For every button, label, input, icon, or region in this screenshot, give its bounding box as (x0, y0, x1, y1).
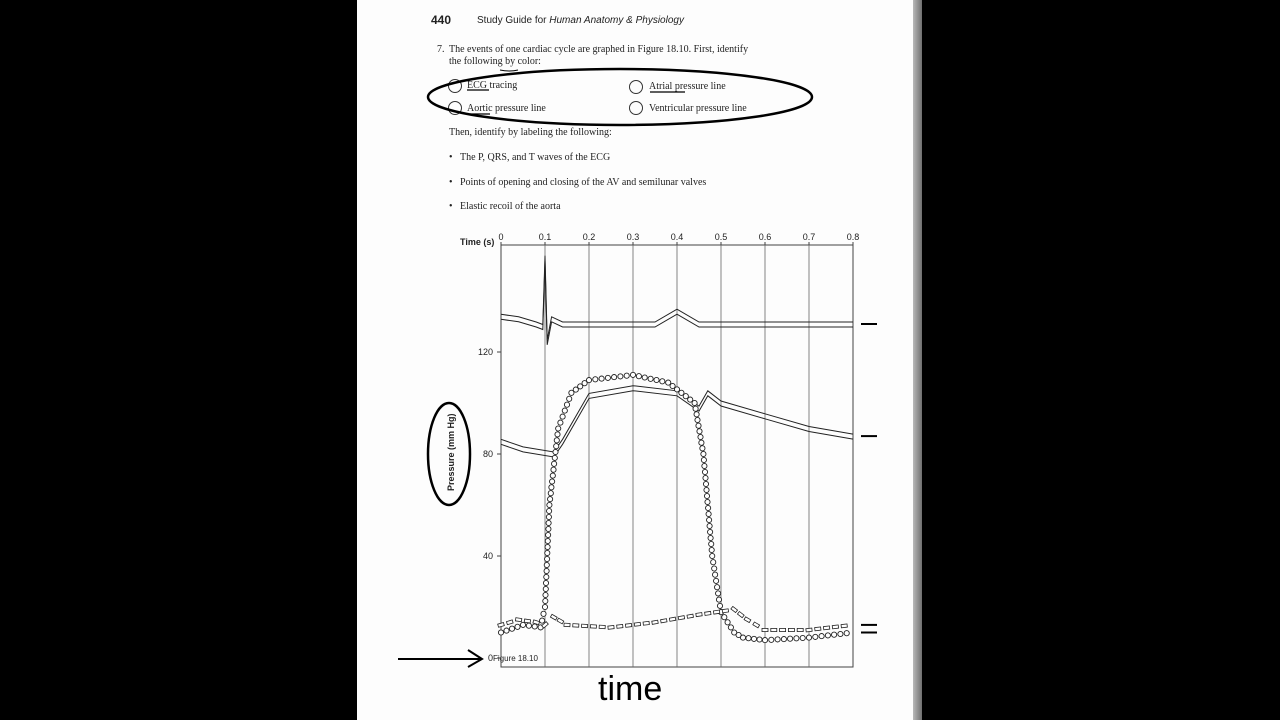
ventricular-pressure-marker (775, 637, 780, 642)
ventricular-pressure-marker (504, 628, 509, 633)
atrial-pressure-marker (762, 628, 768, 631)
running-title-book: Human Anatomy & Physiology (549, 15, 684, 26)
y-tick-label: 80 (482, 449, 493, 459)
ventricular-pressure-marker (722, 615, 727, 620)
ventricular-pressure-marker (551, 467, 556, 472)
ventricular-pressure-marker (728, 625, 733, 630)
ventricular-pressure-marker (542, 604, 547, 609)
atrial-pressure-marker (713, 610, 719, 614)
ventricular-pressure-marker (540, 618, 545, 623)
y-tick-label: 40 (482, 551, 493, 561)
option-aortic-pressure: Aortic pressure line (467, 103, 546, 114)
question-line-2: the following by color: (449, 56, 541, 67)
atrial-pressure-marker (524, 619, 530, 623)
x-tick-label: 0.5 (714, 232, 728, 242)
ventricular-pressure-marker (547, 502, 552, 507)
ventricular-pressure-marker (564, 402, 569, 407)
ventricular-pressure-marker (701, 457, 706, 462)
atrial-pressure-marker (744, 617, 751, 623)
ventricular-pressure-marker (654, 377, 659, 382)
figure-caption: Figure 18.10 (493, 654, 538, 663)
x-axis-title: Time (s) (460, 237, 495, 247)
ventricular-pressure-marker (548, 497, 553, 502)
x-tick-label: 0.8 (846, 232, 860, 242)
ventricular-pressure-marker (692, 400, 697, 405)
ventricular-pressure-marker (706, 511, 711, 516)
ventricular-pressure-marker (707, 517, 712, 522)
ventricular-pressure-marker (550, 479, 555, 484)
ventricular-pressure-marker (711, 560, 716, 565)
question-line-1: The events of one cardiac cycle are graphed in Figure 18.10. First, identify (449, 44, 749, 55)
atrial-pressure-marker (564, 623, 570, 627)
ventricular-pressure-marker (509, 626, 514, 631)
ventricular-pressure-marker (543, 580, 548, 585)
ventricular-pressure-marker (560, 414, 565, 419)
atrial-pressure-marker (705, 611, 711, 615)
then-instruction: Then, identify by labeling the following: (449, 127, 612, 138)
atrial-pressure-marker (590, 625, 596, 629)
ventricular-pressure-marker (806, 635, 811, 640)
ventricular-pressure-marker (624, 373, 629, 378)
ventricular-pressure-marker (700, 446, 705, 451)
atrial-pressure-marker (515, 618, 521, 622)
ventricular-pressure-marker (558, 420, 563, 425)
atrial-pressure-marker (806, 628, 812, 632)
ventricular-pressure-marker (844, 631, 849, 636)
running-title-prefix: Study Guide for (477, 15, 550, 26)
ventricular-pressure-marker (712, 566, 717, 571)
ventricular-pressure-marker (544, 574, 549, 579)
ventricular-pressure-marker (515, 624, 520, 629)
bullet-3: Elastic recoil of the aorta (460, 201, 561, 212)
ventricular-pressure-marker (544, 562, 549, 567)
ventricular-pressure-marker (546, 520, 551, 525)
ventricular-pressure-marker (556, 426, 561, 431)
bullet-1-marker: • (449, 152, 453, 163)
ventricular-pressure-marker (714, 578, 719, 583)
ventricular-pressure-marker (555, 432, 560, 437)
ventricular-pressure-marker (545, 556, 550, 561)
ventricular-pressure-marker (599, 376, 604, 381)
atrial-pressure-marker (771, 628, 777, 631)
ventricular-pressure-marker (548, 491, 553, 496)
atrial-pressure-marker (696, 613, 702, 617)
option-atrial-pressure: Atrial pressure line (649, 81, 726, 92)
ventricular-pressure-marker (550, 473, 555, 478)
ventricular-pressure-marker (586, 378, 591, 383)
option-ecg-tracing: ECG tracing (467, 80, 518, 91)
atrial-pressure-marker (634, 622, 640, 626)
atrial-pressure-marker (599, 625, 605, 629)
ventricular-pressure-marker (546, 514, 551, 519)
underline-color (500, 70, 518, 71)
ventricular-pressure-marker (813, 634, 818, 639)
hand-drawn-oval-color-list (428, 69, 812, 125)
atrial-pressure-marker (669, 617, 675, 621)
x-tick-label: 0.1 (538, 232, 552, 242)
atrial-pressure-marker (498, 623, 505, 628)
ventricular-pressure-marker (781, 637, 786, 642)
ventricular-pressure-marker (697, 429, 702, 434)
x-tick-label: 0.2 (582, 232, 596, 242)
ventricular-pressure-marker (819, 634, 824, 639)
ventricular-pressure-marker (546, 532, 551, 537)
atrial-pressure-marker (643, 621, 649, 625)
atrial-pressure-marker (832, 625, 838, 629)
atrial-pressure-marker (737, 611, 744, 617)
ventricular-pressure-marker (713, 572, 718, 577)
ventricular-pressure-marker (751, 636, 756, 641)
ventricular-pressure-marker (648, 376, 653, 381)
atrial-pressure-marker (788, 628, 794, 631)
ventricular-pressure-marker (699, 440, 704, 445)
atrial-pressure-marker (823, 626, 829, 630)
ventricular-pressure-marker (636, 374, 641, 379)
ventricular-pressure-marker (545, 544, 550, 549)
ventricular-pressure-marker (630, 372, 635, 377)
ventricular-pressure-marker (693, 406, 698, 411)
ventricular-pressure-marker (526, 623, 531, 628)
ventricular-pressure-marker (552, 461, 557, 466)
ventricular-pressure-marker (715, 585, 720, 590)
ventricular-pressure-marker (593, 377, 598, 382)
ventricular-pressure-marker (554, 444, 559, 449)
ventricular-pressure-marker (725, 620, 730, 625)
ventricular-pressure-marker (788, 636, 793, 641)
ventricular-pressure-marker (545, 550, 550, 555)
atrial-pressure-marker (731, 606, 738, 612)
ventricular-pressure-marker (704, 487, 709, 492)
ventricular-pressure-marker (642, 375, 647, 380)
y-axis-title: Pressure (mm Hg) (446, 413, 456, 491)
ventricular-pressure-marker (544, 568, 549, 573)
ventricular-pressure-marker (710, 553, 715, 558)
atrial-pressure-marker (617, 624, 623, 628)
ventricular-pressure-marker (618, 374, 623, 379)
ventricular-pressure-marker (703, 475, 708, 480)
ventricular-pressure-marker (794, 636, 799, 641)
ventricular-pressure-marker (708, 535, 713, 540)
ventricular-pressure-marker (567, 396, 572, 401)
ventricular-pressure-marker (695, 417, 700, 422)
ventricular-pressure-marker (704, 493, 709, 498)
ventricular-pressure-marker (696, 423, 701, 428)
x-tick-label: 0.7 (802, 232, 816, 242)
atrial-pressure-marker (625, 623, 631, 627)
ventricular-pressure-marker (800, 635, 805, 640)
x-tick-label: 0.6 (758, 232, 772, 242)
ventricular-pressure-marker (660, 379, 665, 384)
ventricular-pressure-marker (498, 630, 503, 635)
y-tick-label: 0 (487, 653, 493, 663)
ventricular-pressure-marker (549, 485, 554, 490)
ventricular-pressure-marker (554, 438, 559, 443)
x-tick-label: 0 (498, 232, 504, 242)
ventricular-pressure-marker (532, 624, 537, 629)
ventricular-pressure-marker (705, 499, 710, 504)
ventricular-pressure-marker (706, 505, 711, 510)
atrial-pressure-marker (687, 614, 693, 618)
ventricular-pressure-marker (708, 529, 713, 534)
ventricular-pressure-marker (546, 526, 551, 531)
atrial-pressure-marker (550, 614, 557, 620)
ventricular-pressure-marker (698, 434, 703, 439)
bullet-2-marker: • (449, 177, 453, 188)
atrial-pressure-marker (722, 609, 728, 613)
ventricular-pressure-marker (553, 449, 558, 454)
atrial-pressure-marker (661, 619, 667, 623)
ventricular-pressure-marker (717, 603, 722, 608)
ventricular-pressure-marker (701, 451, 706, 456)
ventricular-pressure-marker (552, 455, 557, 460)
handwritten-time-label: time (598, 670, 663, 708)
ventricular-pressure-marker (832, 632, 837, 637)
ventricular-pressure-marker (716, 591, 721, 596)
ventricular-pressure-marker (541, 611, 546, 616)
ventricular-pressure-marker (757, 637, 762, 642)
atrial-pressure-marker (678, 616, 684, 620)
x-tick-label: 0.3 (626, 232, 640, 242)
page-number: 440 (431, 13, 452, 27)
atrial-pressure-marker (797, 628, 803, 631)
ventricular-pressure-marker (709, 547, 714, 552)
chart-plot-area (478, 232, 877, 667)
atrial-pressure-marker (652, 620, 658, 624)
y-tick-label: 120 (477, 347, 493, 357)
ventricular-pressure-marker (562, 408, 567, 413)
ventricular-pressure-marker (746, 636, 751, 641)
ventricular-pressure-marker (769, 637, 774, 642)
ventricular-pressure-marker (612, 375, 617, 380)
option-ventricular-pressure: Ventricular pressure line (649, 103, 747, 114)
ventricular-pressure-marker (543, 598, 548, 603)
ventricular-pressure-marker (547, 508, 552, 513)
ventricular-pressure-marker (709, 541, 714, 546)
ventricular-pressure-marker (707, 523, 712, 528)
ventricular-pressure-marker (694, 412, 699, 417)
ventricular-pressure-marker (716, 597, 721, 602)
atrial-pressure-marker (582, 624, 588, 628)
atrial-pressure-marker (573, 624, 579, 628)
ventricular-pressure-marker (702, 463, 707, 468)
atrial-pressure-marker (753, 622, 760, 628)
bullet-3-marker: • (449, 201, 453, 212)
atrial-pressure-marker (841, 624, 847, 628)
atrial-pressure-marker (815, 627, 821, 631)
atrial-pressure-marker (608, 625, 614, 629)
ventricular-pressure-marker (762, 638, 767, 643)
ventricular-pressure-marker (825, 633, 830, 638)
ventricular-pressure-marker (703, 481, 708, 486)
ventricular-pressure-marker (545, 538, 550, 543)
atrial-pressure-marker (557, 618, 564, 624)
ventricular-pressure-marker (740, 635, 745, 640)
x-tick-label: 0.4 (670, 232, 684, 242)
ventricular-pressure-marker (838, 631, 843, 636)
bullet-1: The P, QRS, and T waves of the ECG (460, 152, 611, 163)
ventricular-pressure-marker (520, 622, 525, 627)
bullet-2: Points of opening and closing of the AV and semilunar valves (460, 177, 707, 188)
atrial-pressure-marker (780, 628, 786, 631)
ventricular-pressure-marker (543, 592, 548, 597)
atrial-pressure-marker (506, 620, 513, 625)
ventricular-pressure-marker (702, 469, 707, 474)
ventricular-pressure-marker (605, 375, 610, 380)
question-number: 7. (437, 44, 445, 55)
ventricular-pressure-marker (543, 586, 548, 591)
